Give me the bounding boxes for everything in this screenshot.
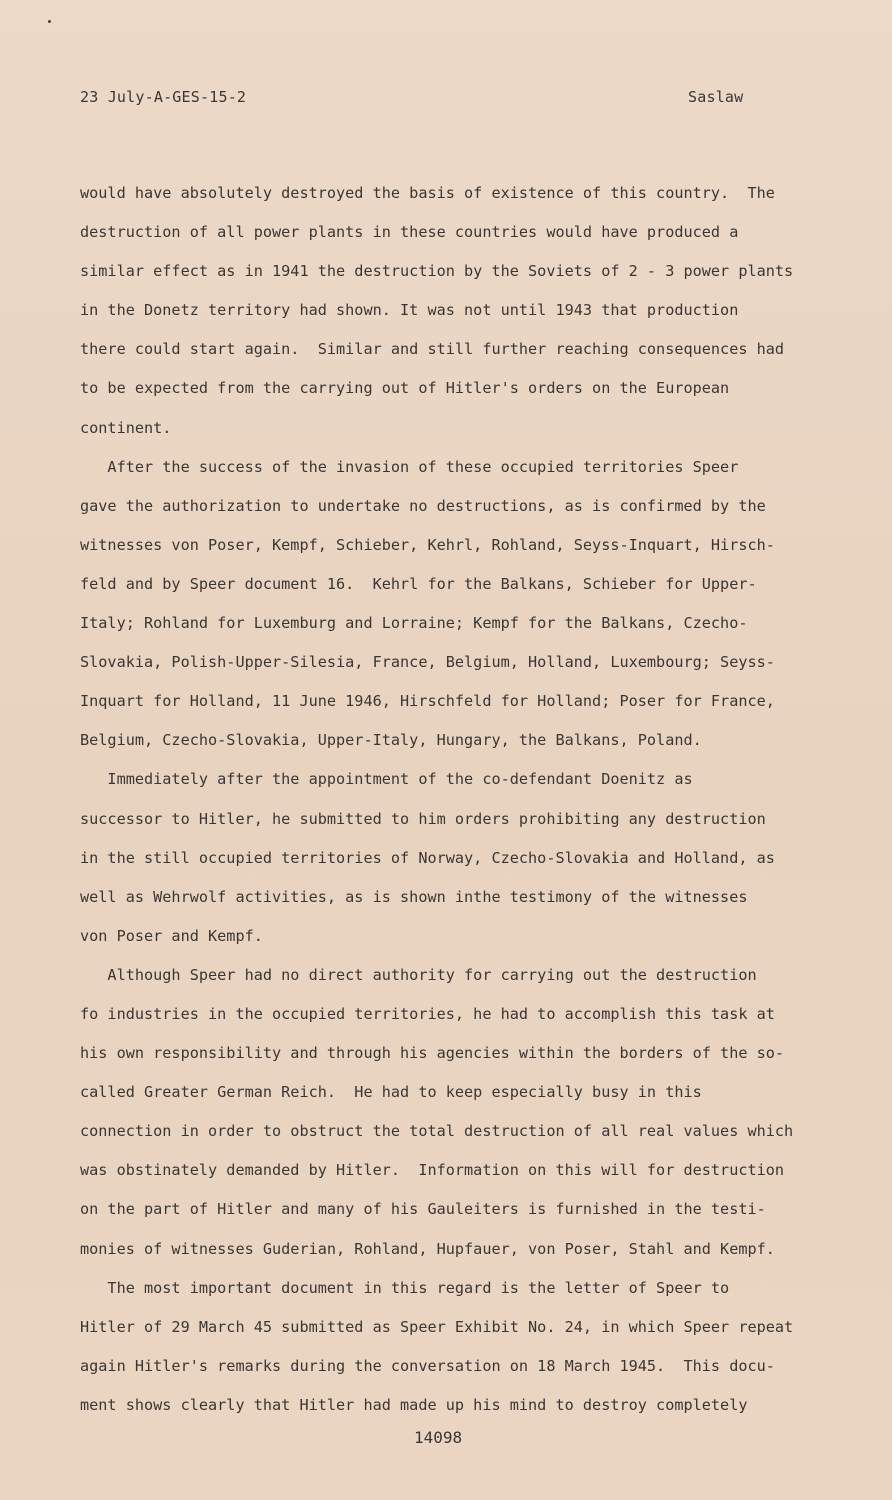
text-line: similar effect as in 1941 the destruction by the Soviets of 2 - 3 power plants [80, 262, 794, 281]
text-line: in the still occupied territories of Norway, Czecho-Slovakia and Holland, as [80, 848, 775, 867]
text-line: Although Speer had no direct authority for carrying out the destruction [80, 965, 757, 984]
text-line: was obstinately demanded by Hitler. Information on this will for destruction [80, 1161, 785, 1180]
text-line: Slovakia, Polish-Upper-Silesia, France, Belgium, Holland, Luxembourg; Seyss- [80, 653, 775, 672]
text-line: Hitler of 29 March 45 submitted as Speer Exhibit No. 24, in which Speer repeat [80, 1317, 794, 1336]
text-line: fo industries in the occupied territories, he had to accomplish this task at [80, 1004, 775, 1023]
text-line: again Hitler's remarks during the conversation on 18 March 1945. This docu- [80, 1356, 775, 1375]
text-line: feld and by Speer document 16. Kehrl for the Balkans, Schieber for Upper- [80, 574, 757, 593]
text-line: to be expected from the carrying out of Hitler's orders on the European [80, 379, 730, 398]
text-line: well as Wehrwolf activities, as is shown inthe testimony of the witnesses [80, 887, 748, 906]
text-line: would have absolutely destroyed the basis of existence of this country. The [80, 184, 775, 202]
text-line: monies of witnesses Guderian, Rohland, Hupfauer, von Poser, Stahl and Kempf. [80, 1239, 775, 1258]
body-text [80, 181, 845, 1432]
page-number: 14098 [414, 1428, 463, 1447]
document-reference: 23 July-A-GES-15-2 [80, 88, 247, 106]
reporter-name: Saslaw [688, 88, 744, 106]
text-line: his own responsibility and through his agencies within the borders of the so- [80, 1044, 785, 1063]
text-line: continent. [80, 418, 172, 437]
text-line: destruction of all power plants in these countries would have produced a [80, 223, 739, 242]
text-line: ment shows clearly that Hitler had made up his mind to destroy completely [80, 1395, 748, 1414]
text-line: Italy; Rohland for Luxemburg and Lorraine; Kempf for the Balkans, Czecho- [80, 614, 748, 633]
text-line: connection in order to obstruct the total destruction of all real values which [80, 1122, 794, 1141]
text-line: called Greater German Reich. He had to keep especially busy in this [80, 1083, 702, 1102]
text-line: successor to Hitler, he submitted to him orders prohibiting any destruction [80, 809, 766, 828]
text-line: Belgium, Czecho-Slovakia, Upper-Italy, Hungary, the Balkans, Poland. [80, 731, 702, 750]
text-line: The most important document in this regard is the letter of Speer to [80, 1278, 730, 1297]
paper-speck [48, 20, 51, 23]
text-line: on the part of Hitler and many of his Gauleiters is furnished in the testi- [80, 1200, 766, 1219]
text-line: von Poser and Kempf. [80, 926, 263, 945]
text-line: Inquart for Holland, 11 June 1946, Hirschfeld for Holland; Poser for France, [80, 692, 775, 711]
text-line: witnesses von Poser, Kempf, Schieber, Kehrl, Rohland, Seyss-Inquart, Hirsch- [80, 535, 775, 554]
text-line: gave the authorization to undertake no destructions, as is confirmed by the [80, 496, 766, 515]
text-line: in the Donetz territory had shown. It was not until 1943 that production [80, 301, 739, 320]
text-line: After the success of the invasion of these occupied territories Speer [80, 457, 739, 476]
text-line: Immediately after the appointment of the co-defendant Doenitz as [80, 770, 693, 789]
text-line: there could start again. Similar and still further reaching consequences had [80, 340, 785, 359]
